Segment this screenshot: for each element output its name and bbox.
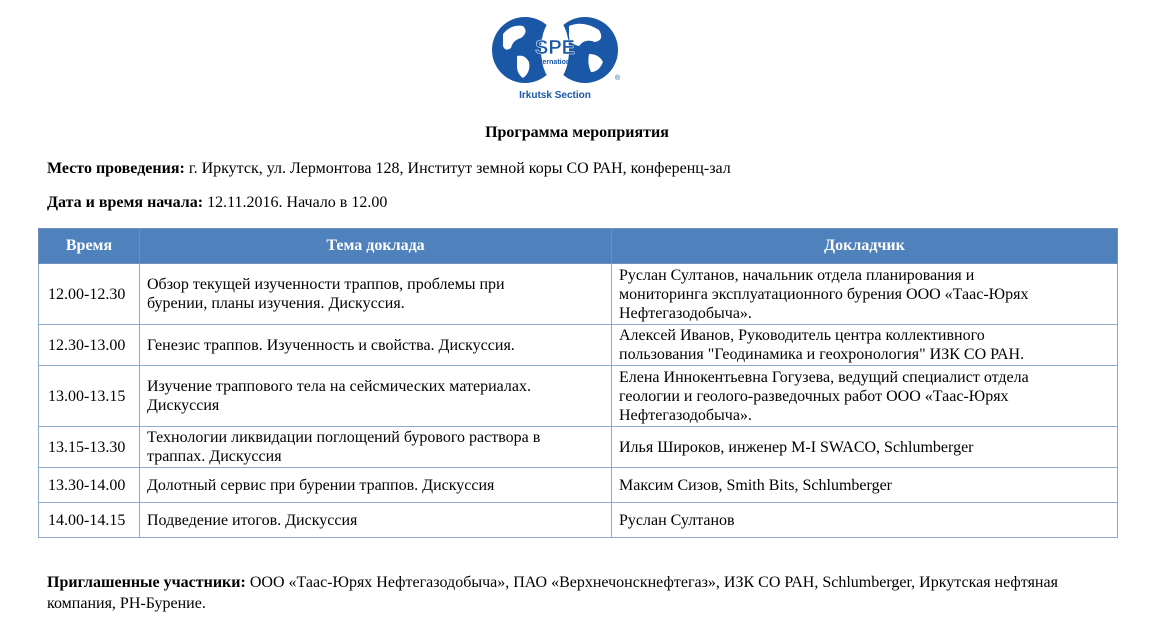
speaker-line: Руслан Султанов [619, 511, 735, 529]
row-time: 12.30-13.00 [39, 325, 140, 366]
topic-line: Долотный сервис при бурении траппов. Дискуссия [147, 476, 495, 494]
header-topic: Тема доклада [140, 229, 612, 264]
logo-reg: ® [615, 75, 621, 82]
header-speaker: Докладчик [612, 229, 1118, 264]
speaker-line: геологии и геолого-разведочных работ ООО «Таас-Юрях [619, 387, 1009, 405]
topic-line: Обзор текущей изученности траппов, проблемы при [147, 276, 505, 293]
table-row [39, 468, 1118, 503]
speaker-line: мониторинга эксплуатационного бурения ООО «Таас-Юрях [619, 285, 1029, 303]
header-time: Время [39, 229, 140, 264]
table-row [39, 264, 1118, 325]
speaker-line: Максим Сизов, Smith Bits, Schlumberger [619, 476, 892, 494]
speaker-line: Алексей Иванов, Руководитель центра коллективного [619, 327, 985, 344]
logo-brand: SPE [534, 37, 576, 59]
speaker-line: пользования "Геодинамика и геохронология" ИЗК СО РАН. [619, 346, 1025, 363]
row-time: 14.00-14.15 [39, 503, 140, 538]
topic-line: траппах. Дискуссия [147, 448, 282, 465]
datetime-value: 12.11.2016. Начало в 12.00 [203, 194, 388, 211]
row-topic [140, 264, 612, 325]
row-topic [140, 325, 612, 366]
row-time: 12.00-12.30 [39, 264, 140, 325]
invited-label: Приглашенные участники: [47, 574, 246, 591]
topic-line: Изучение траппового тела на сейсмических материалах. [147, 378, 531, 395]
speaker-line: Елена Иннокентьевна Гогузева, ведущий специалист отдела [619, 368, 1029, 386]
row-speaker [612, 503, 1118, 538]
table-row [39, 325, 1118, 366]
topic-line: Подведение итогов. Дискуссия [147, 511, 358, 529]
invited-participants [47, 572, 1117, 614]
topic-line: бурении, планы изучения. Дискуссия. [147, 295, 405, 312]
datetime-line [47, 194, 387, 212]
row-time: 13.15-13.30 [39, 427, 140, 468]
row-speaker [612, 427, 1118, 468]
datetime-label: Дата и время начала: [47, 194, 204, 211]
row-speaker [612, 366, 1118, 427]
logo-section: Irkutsk Section [519, 90, 591, 101]
venue-line [47, 160, 731, 178]
topic-line: Генезис траппов. Изученность и свойства. Дискуссия. [147, 336, 515, 354]
row-topic [140, 503, 612, 538]
table-row [39, 503, 1118, 538]
invited-value: ООО «Таас-Юрях Нефтегазодобыча», ПАО «Верхнечонскнефтегаз», ИЗК СО РАН, Schlumberger, Иркутская нефтяная компания, РН-Бурение. [47, 574, 1058, 612]
row-topic [140, 427, 612, 468]
speaker-line: Руслан Султанов, начальник отдела планирования и [619, 266, 975, 284]
table-row [39, 366, 1118, 427]
row-time: 13.30-14.00 [39, 468, 140, 503]
row-speaker [612, 264, 1118, 325]
program-table [38, 228, 1118, 538]
venue-label: Место проведения: [47, 160, 185, 177]
row-topic [140, 366, 612, 427]
row-time: 13.00-13.15 [39, 366, 140, 427]
spe-logo [489, 12, 625, 104]
speaker-line: Нефтегазодобыча». [619, 304, 752, 322]
speaker-line: Илья Широков, инженер M-I SWACO, Schlumberger [619, 438, 974, 456]
table-header-row [39, 229, 1118, 264]
topic-line: Дискуссия [147, 397, 220, 414]
row-speaker [612, 325, 1118, 366]
topic-line: Технологии ликвидации поглощений бурового раствора в [147, 429, 541, 446]
venue-value: г. Иркутск, ул. Лермонтова 128, Институт земной коры СО РАН, конференц-зал [184, 160, 731, 177]
speaker-line: Нефтегазодобыча». [619, 406, 752, 424]
page-title: Программа мероприятия [485, 124, 669, 141]
table-row [39, 427, 1118, 468]
logo-sub: International [533, 59, 577, 66]
row-topic [140, 468, 612, 503]
row-speaker [612, 468, 1118, 503]
